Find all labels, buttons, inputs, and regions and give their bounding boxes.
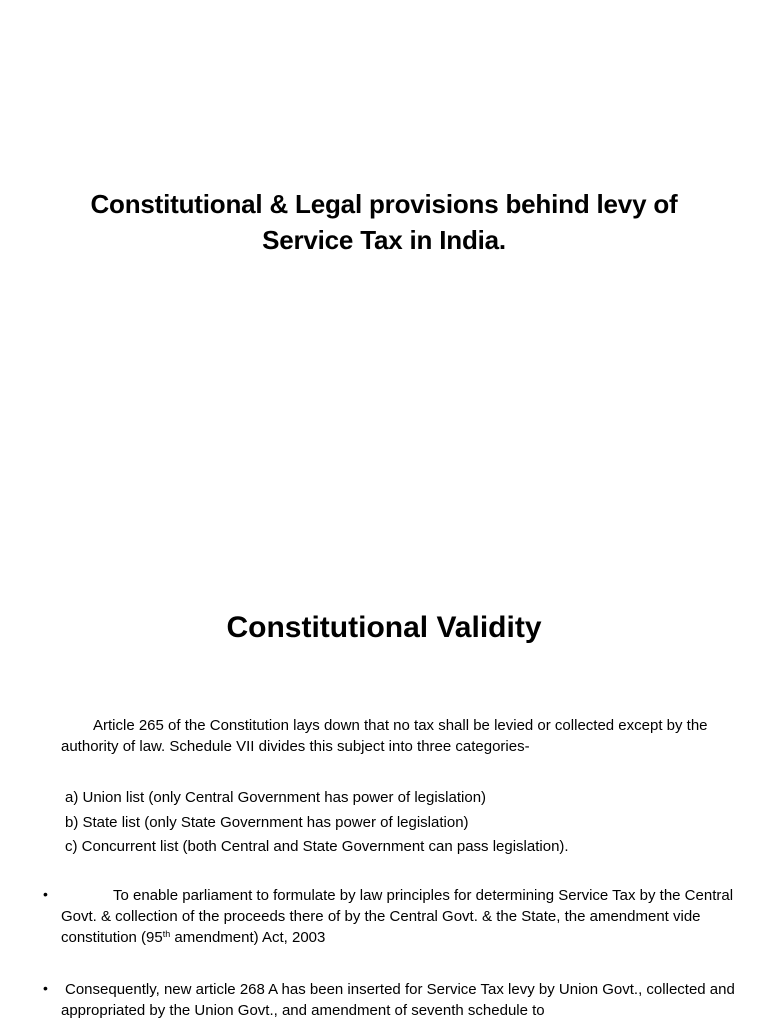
bullet-paragraph-article-268a [61,979,741,1021]
bullet-text-after-sup: amendment) Act, 2003 [170,929,326,946]
list-item-state: b) State list (only State Government has power of legislation) [65,813,469,831]
intro-text: Article 265 of the Constitution lays down that no tax shall be levied or collected except by the authority of law. Schedule VII divides this subject into three categories- [61,717,708,755]
bullet-icon: • [43,886,48,902]
bullet-text: Consequently, new article 268 A has been inserted for Service Tax levy by Union Govt., collected and appropriated by the Union Govt., and amendment of seventh schedule to [61,981,735,1019]
intro-paragraph [61,715,741,757]
list-item-concurrent: c) Concurrent list (both Central and State Government can pass legislation). [65,838,569,855]
bullet-icon: • [43,980,48,996]
slide-title [40,186,728,258]
bullet-paragraph-amendment [61,885,741,948]
category-list [65,786,745,860]
superscript-th: th [162,929,171,939]
slide-title-line-2: Service Tax in India. [262,225,506,255]
slide-title-line-1: Constitutional & Legal provisions behind levy of [90,189,678,219]
section-heading: Constitutional Validity [226,611,542,644]
list-item-union: a) Union list (only Central Government has power of legislation) [65,789,487,806]
bullet-text-before-sup: To enable parliament to formulate by law principles for determining Service Tax by the Central Govt. & collection of the proceeds there of by the Central Govt. & the State, the amendment vide constitution (95 [61,887,734,946]
